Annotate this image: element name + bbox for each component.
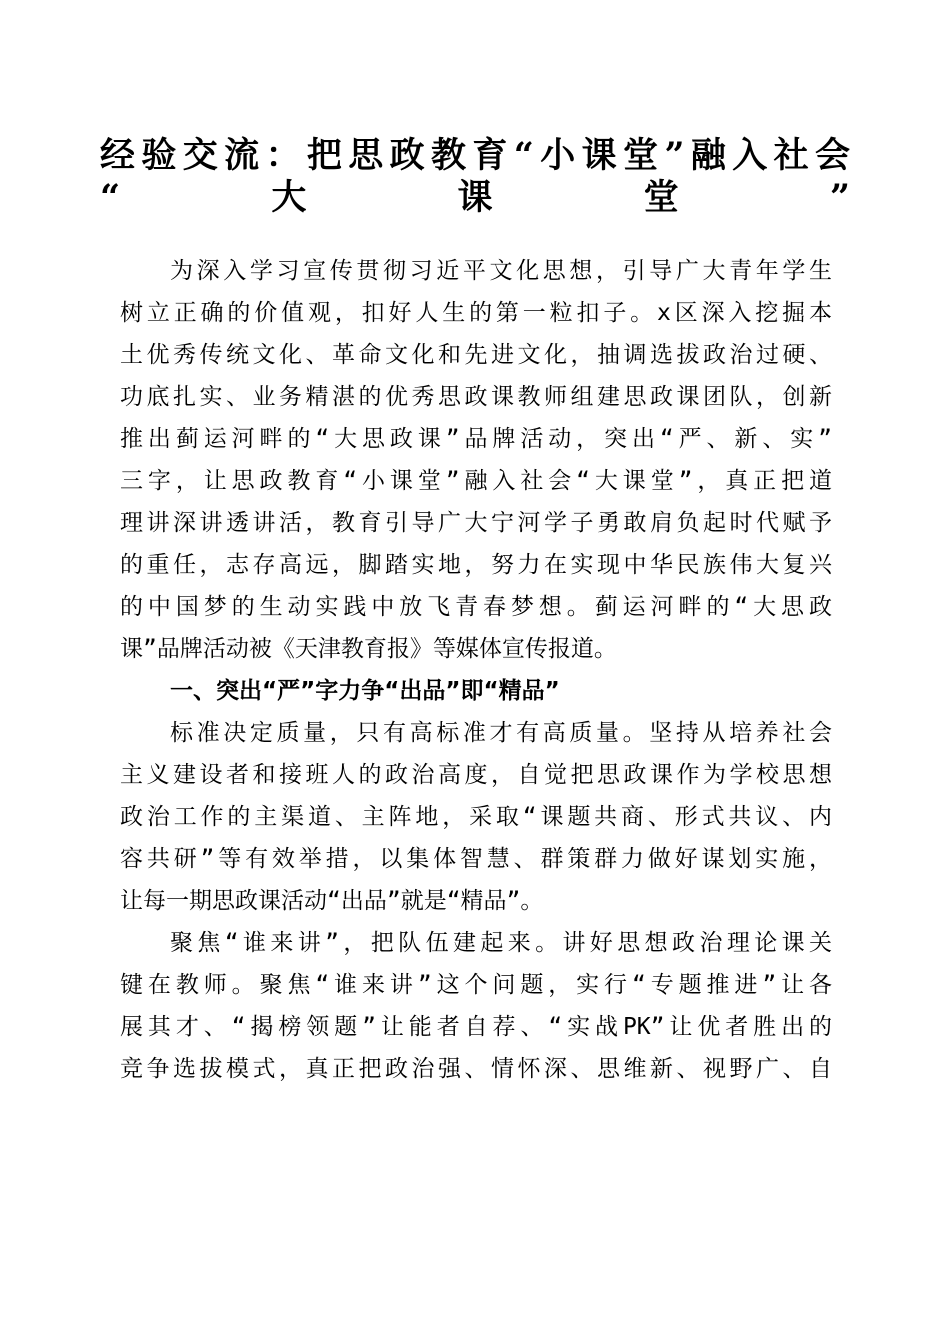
paragraph-line: 容共研”等有效举措，以集体智慧、群策群力做好谋划实施， [120, 846, 832, 872]
section-heading [120, 670, 832, 712]
title-line-2: “大课堂” [100, 177, 850, 218]
paragraph-line: 推出蓟运河畔的“大思政课”品牌活动，突出“严、新、实” [120, 426, 832, 452]
paragraph-line: 功底扎实、业务精湛的优秀思政课教师组建思政课团队，创新 [120, 384, 832, 410]
paragraph-line: 树立正确的价值观，扣好人生的第一粒扣子。x区深入挖掘本 [120, 300, 832, 326]
paragraph-line: 展其才、“揭榜领题”让能者自荐、“实战PK”让优者胜出的 [120, 1014, 832, 1040]
paragraph-line: 让每一期思政课活动“出品”就是“精品”。 [120, 888, 544, 914]
paragraph-line: 课”品牌活动被《天津教育报》等媒体宣传报道。 [120, 636, 617, 662]
section-paragraph [120, 922, 832, 1090]
paragraph-line: 土优秀传统文化、革命文化和先进文化，抽调选拔政治过硬、 [120, 342, 832, 368]
page-title [100, 135, 850, 219]
paragraph-line: 的中国梦的生动实践中放飞青春梦想。蓟运河畔的“大思政 [120, 594, 832, 620]
paragraph-line: 键在教师。聚焦“谁来讲”这个问题，实行“专题推进”让各 [120, 972, 832, 998]
title-line-1: 经验交流：把思政教育“小课堂”融入社会 [100, 135, 850, 176]
paragraph-line: 竞争选拔模式，真正把政治强、情怀深、思维新、视野广、自 [120, 1056, 832, 1082]
section-heading-text: 一、突出“严”字力争“出品”即“精品” [170, 678, 560, 704]
intro-paragraph [120, 250, 832, 670]
paragraph-line: 标准决定质量，只有高标准才有高质量。坚持从培养社会 [170, 720, 832, 746]
paragraph-line: 三字，让思政教育“小课堂”融入社会“大课堂”，真正把道 [120, 468, 832, 494]
paragraph-line: 的重任，志存高远，脚踏实地，努力在实现中华民族伟大复兴 [120, 552, 832, 578]
section-paragraph [120, 712, 832, 922]
paragraph-line: 为深入学习宣传贯彻习近平文化思想，引导广大青年学生 [170, 258, 832, 284]
paragraph-line: 政治工作的主渠道、主阵地，采取“课题共商、形式共议、内 [120, 804, 832, 830]
paragraph-line: 聚焦“谁来讲”，把队伍建起来。讲好思想政治理论课关 [170, 930, 832, 956]
document-body [120, 250, 832, 1090]
paragraph-line: 理讲深讲透讲活，教育引导广大宁河学子勇敢肩负起时代赋予 [120, 510, 832, 536]
paragraph-line: 主义建设者和接班人的政治高度，自觉把思政课作为学校思想 [120, 762, 832, 788]
